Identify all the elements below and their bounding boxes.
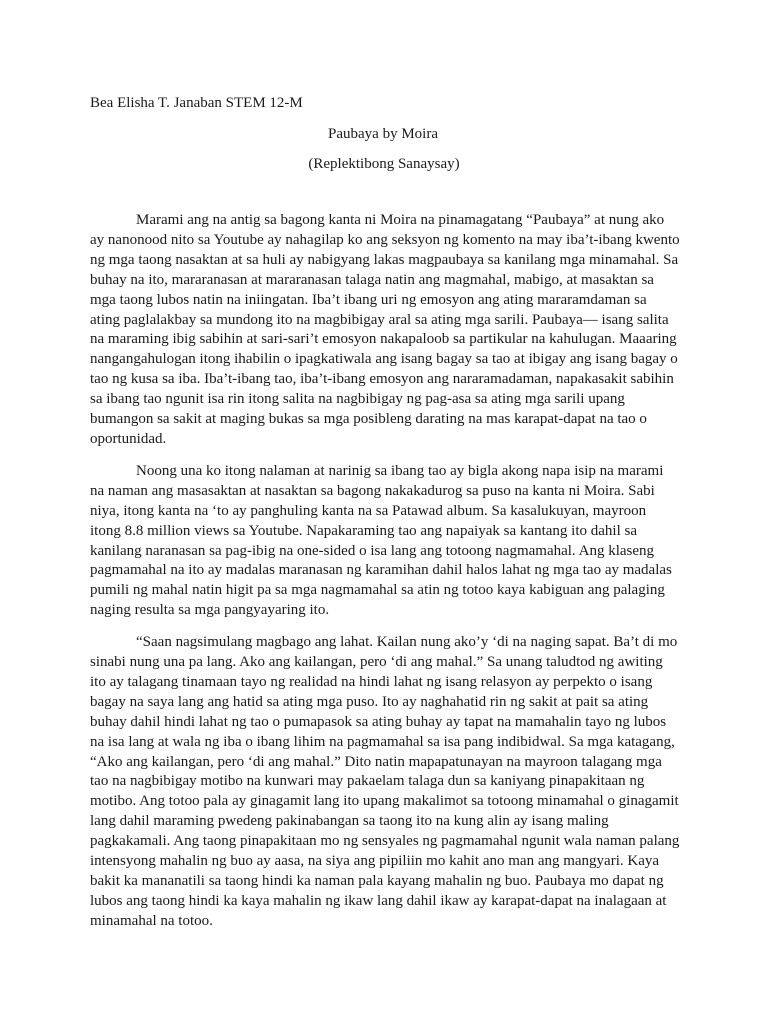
essay-subtitle-text: (Replektibong Sanaysay) <box>308 156 460 172</box>
essay-title-text: Paubaya by Moira <box>328 126 438 142</box>
paragraph: Marami ang na antig sa bagong kanta ni Moira na pinamagatang “Paubaya” at nung ako ay nanonood nito sa Youtube ay nahagilap ko ang seksyon ng komento na may iba’t-ibang kwento ng mga taong nasaktan at sa huli ay nabigyang lakas magpaubaya sa kanilang mga minamahal. Sa buhay na ito, mararanasan at mararanasan talaga natin ang magmahal, mabigo, at masaktan sa mga taong lubos natin na iniingatan. Iba’t ibang uri ng emosyon ang ating mararamdaman sa ating paglalakbay sa mundong ito na magbibigay aral sa ating mga sarili. Paubaya— isang salita na maraming ibig sabihin at sari-sari’t emosyon nakapaloob sa partikular na kahulugan. Maaaring nangangahulogan itong ihabilin o ipagkatiwala ang isang bagay sa tao at ibigay ang isang bagay o tao ng kusa sa iba. Iba’t-ibang tao, iba’t-ibang emosyon ang nararamadaman, napakasakit sabihin sa ibang tao ngunit isa rin itong salita na nagbibigay ng pag-asa sa ating mga sarili upang bumangon sa sakit at maging bukas sa mga posibleng darating na mas karapat-dapat na tao o oportunidad. <box>90 212 680 447</box>
essay-body <box>90 211 680 944</box>
paragraph: Noong una ko itong nalaman at narinig sa ibang tao ay bigla akong napa isip na marami na naman ang masasaktan at nasaktan sa bagong nakakadurog sa puso na kanta ni Moira. Sabi niya, itong kanta na ‘to ay panghuling kanta na sa Patawad album. Sa kasalukuyan, mayroon itong 8.8 million views sa Youtube. Napakaraming tao ang napaiyak sa kantang ito dahil sa kanilang naranasan sa pag-ibig na one-sided o isa lang ang totoong nagmamahal. Ang klaseng pagmamahal na ito ay madalas maranasan ng karamihan dahil halos lahat ng mga tao ay madalas pumili ng mahal natin higit pa sa mga nagmamahal sa atin ng totoo kaya kabiguan ang palaging naging resulta sa mga pangyayaring ito. <box>90 462 672 619</box>
essay-subtitle <box>0 154 768 174</box>
essay-title <box>0 124 768 144</box>
author-line: Bea Elisha T. Janaban STEM 12-M <box>90 95 303 111</box>
paragraph: “Saan nagsimulang magbago ang lahat. Kailan nung ako’y ‘di na naging sapat. Ba’t di mo sinabi nung una pa lang. Ako ang kailangan, pero ‘di ang mahal.” Sa unang taludtod ng awiting ito ay talagang tinamaan tayo ng realidad na hindi lahat ng isang relasyon ay perpekto o isang bagay na saya lang ang hatid sa ating mga puso. Ito ay naghahatid rin ng sakit at pait sa ating buhay dahil hindi lahat ng tao o pumapasok sa ating buhay ay tapat na mamahalin tayo ng lubos na isa lang at wala ng iba o ibang lihim na pagmamahal sa isa pang indibidwal. Sa mga katagang, “Ako ang kailangan, pero ‘di ang mahal.” Dito natin mapapatunayan na mayroon talagang mga tao na nagbibigay motibo na kunwari may pakaelam talaga dun sa kaniyang pinapakitaan ng motibo. Ang totoo pala ay ginagamit lang ito upang makalimot sa totoong minamahal o ginagamit lang dahil maraming pwedeng pakinabangan sa taong ito na kung alin ay isang maling pagkakamali. Ang taong pinapakitaan mo ng sensyales ng pagmamahal ngunit wala naman palang intensyong mahalin ng buo ay aasa, na siya ang pipiliin mo kahit ano man ang mangyari. Kaya bakit ka mananatili sa taong hindi ka naman pala kayang mahalin ng buo. Paubaya mo dapat ng lubos ang taong hindi ka kaya mahalin ng ikaw lang dahil ikaw ay karapat-dapat na inalagaan at minamahal na totoo. <box>90 634 680 929</box>
